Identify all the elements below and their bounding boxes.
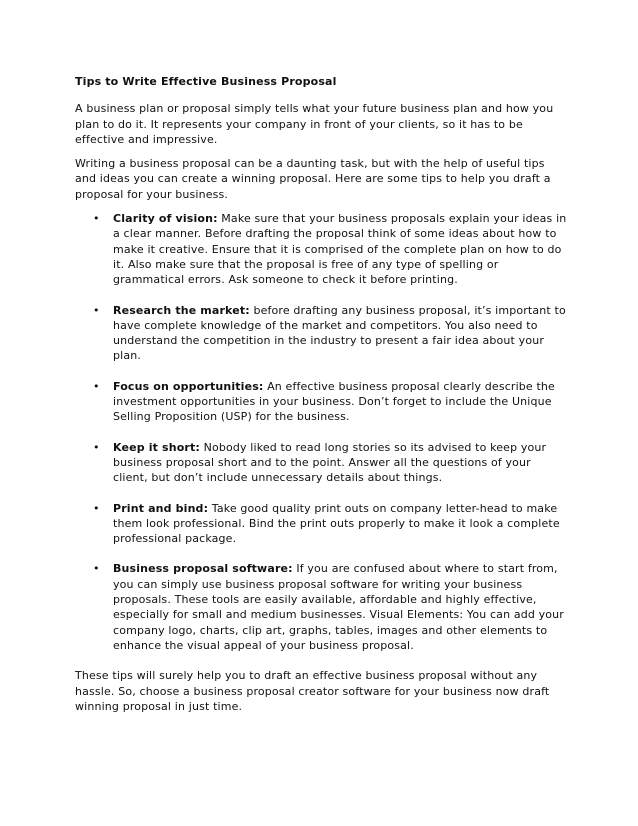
tip-term: Focus on opportunities: bbox=[113, 379, 264, 393]
bullet-icon: • bbox=[93, 379, 100, 393]
closing-paragraph: These tips will surely help you to draft an effective business proposal without any hassle. So, choose a business proposal creator software for your business now draft winning proposal in just time. bbox=[75, 669, 550, 713]
tip-text: An effective business proposal clearly describe the investment opportunities in your business. Don’t forget to include the Unique Selling Proposition (USP) for the business. bbox=[113, 379, 555, 424]
document-page bbox=[75, 74, 567, 723]
tip-item bbox=[75, 303, 567, 364]
tip-text: Take good quality print outs on company letter-head to make them look professional. Bind the print outs properly to make it look a complete professional package. bbox=[113, 501, 560, 546]
bullet-icon: • bbox=[93, 440, 100, 454]
tip-term: Keep it short: bbox=[113, 440, 200, 454]
bullet-icon: • bbox=[93, 212, 100, 226]
tip-item bbox=[75, 379, 567, 425]
tip-item bbox=[75, 501, 567, 547]
tip-term: Business proposal software: bbox=[113, 562, 293, 576]
tip-term: Print and bind: bbox=[113, 501, 209, 515]
tip-term: Research the market: bbox=[113, 303, 250, 317]
bullet-icon: • bbox=[93, 501, 100, 515]
tips-list bbox=[75, 211, 567, 653]
tip-text: Nobody liked to read long stories so its advised to keep your business proposal short and to the point. Answer all the questions of your client, but don’t include unnecessary details about things. bbox=[113, 440, 547, 485]
tip-item bbox=[75, 561, 567, 653]
tip-term: Clarity of vision: bbox=[113, 212, 218, 226]
bullet-icon: • bbox=[93, 562, 100, 576]
tip-text: before drafting any business proposal, it’s important to have complete knowledge of the market and competitors. You also need to understand the competition in the industry to present a fair idea about your plan. bbox=[113, 303, 566, 363]
document-title: Tips to Write Effective Business Proposal bbox=[75, 75, 337, 88]
tip-text: Make sure that your business proposals explain your ideas in a clear manner. Before drafting the proposal think of some ideas about how to make it creative. Ensure that it is comprised of the complete plan on how to do it. Also make sure that the proposal is free of any type of spelling or grammatical errors. Ask someone to check it before printing. bbox=[113, 212, 567, 287]
bullet-icon: • bbox=[93, 303, 100, 317]
intro-paragraph: Writing a business proposal can be a daunting task, but with the help of useful tips and ideas you can create a winning proposal. Here are some tips to help you draft a proposal for your business. bbox=[75, 157, 551, 201]
intro-paragraph: A business plan or proposal simply tells what your future business plan and how you plan to do it. It represents your company in front of your clients, so it has to be effective and impressive. bbox=[75, 102, 554, 146]
tip-item bbox=[75, 211, 567, 287]
tip-item bbox=[75, 440, 567, 486]
tip-text: If you are confused about where to start from, you can simply use business proposal software for writing your business proposals. These tools are easily available, affordable and highly effective, especially for small and medium businesses. Visual Elements: You can add your company logo, charts, clip art, graphs, tables, images and other elements to enhance the visual appeal of your business proposal. bbox=[113, 562, 564, 652]
